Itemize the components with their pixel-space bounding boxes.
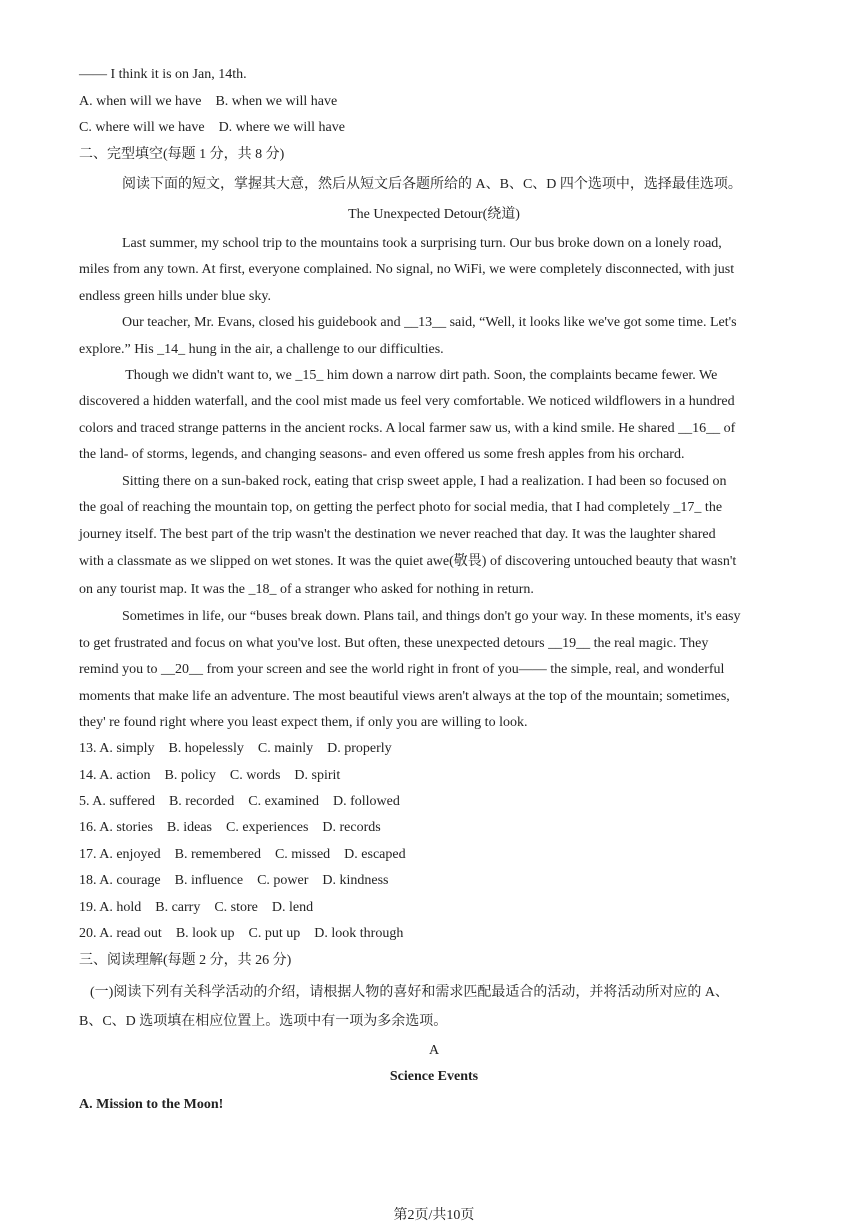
passage-line: moments that make life an adventure. The most beautiful views aren't always at the top of the mountain; sometimes, xyxy=(79,689,730,704)
passage-line: they' re found right where you least expect them, if only you are willing to look. xyxy=(79,715,528,730)
answer-line: —— I think it is on Jan, 14th. xyxy=(79,67,247,82)
passage-line: colors and traced strange patterns in the ancient rocks. A local farmer saw us, with a kind smile. He shared __16__ of xyxy=(79,421,736,436)
passage-line: to get frustrated and focus on what you've lost. But often, these unexpected detours __19__ the real magic. They xyxy=(79,636,709,651)
question-13: 13. A. simply B. hopelessly C. mainly D. properly xyxy=(79,741,392,756)
section3-instruction: (一)阅读下列有关科学活动的介绍，请根据人物的喜好和需求匹配最适合的活动，并将活动所对应的 A、 xyxy=(90,985,729,1000)
passage-line: the goal of reaching the mountain top, on getting the perfect photo for social media, that I had completely _17_ the xyxy=(79,500,723,515)
question-17: 17. A. enjoyed B. remembered C. missed D. escaped xyxy=(79,847,406,862)
item-a-title: A. Mission to the Moon! xyxy=(79,1097,224,1112)
passage-line: Sitting there on a sun-baked rock, eating that crisp sweet apple, I had a realization. I had been so focused on xyxy=(122,474,727,489)
section2-heading: 二、完型填空(每题 1 分，共 8 分) xyxy=(79,147,285,162)
passage-title-science-events: Science Events xyxy=(389,1069,479,1084)
question-20: 20. A. read out B. look up C. put up D. look through xyxy=(79,926,404,941)
options-ab: A. when will we have B. when we will have xyxy=(79,94,338,109)
section2-instruction: 阅读下面的短文，掌握其大意，然后从短文后各题所给的 A、B、C、D 四个选项中，选择最佳选项。 xyxy=(122,177,742,192)
passage-line: on any tourist map. It was the _18_ of a stranger who asked for nothing in return. xyxy=(79,582,534,597)
passage-line: journey itself. The best part of the trip wasn't the destination we never reached that day. It was the laughter shared xyxy=(79,527,716,542)
passage-line: the land- of storms, legends, and changing seasons- and even offered us some fresh apples from his orchard. xyxy=(79,447,685,462)
passage-title: The Unexpected Detour(绕道) xyxy=(348,207,520,222)
passage-line: with a classmate as we slipped on wet stones. It was the quiet awe(敬畏) of discovering untouched beauty that wasn't xyxy=(79,554,737,569)
passage-letter: A xyxy=(428,1043,440,1058)
passage-line: discovered a hidden waterfall, and the cool mist made us feel very comfortable. We noticed wildflowers in a hundred xyxy=(79,394,735,409)
question-16: 16. A. stories B. ideas C. experiences D. records xyxy=(79,820,381,835)
passage-line: remind you to __20__ from your screen and see the world right in front of you—— the simple, real, and wonderful xyxy=(79,662,725,677)
passage-line: endless green hills under blue sky. xyxy=(79,289,271,304)
question-18: 18. A. courage B. influence C. power D. kindness xyxy=(79,873,389,888)
section3-instruction-cont: B、C、D 选项填在相应位置上。选项中有一项为多余选项。 xyxy=(79,1014,448,1029)
passage-line: Though we didn't want to, we _15_ him down a narrow dirt path. Soon, the complaints became fewer. We xyxy=(122,368,718,383)
options-cd: C. where will we have D. where we will have xyxy=(79,120,345,135)
page-number: 第2页/共10页 xyxy=(393,1208,475,1223)
passage-line: Last summer, my school trip to the mountains took a surprising turn. Our bus broke down on a lonely road, xyxy=(122,236,722,251)
question-19: 19. A. hold B. carry C. store D. lend xyxy=(79,900,314,915)
question-15: 5. A. suffered B. recorded C. examined D. followed xyxy=(79,794,400,809)
passage-line: explore.” His _14_ hung in the air, a challenge to our difficulties. xyxy=(79,342,444,357)
passage-line: Sometimes in life, our “buses break down. Plans tail, and things don't go your way. In these moments, it's easy xyxy=(122,609,741,624)
section3-heading: 三、阅读理解(每题 2 分，共 26 分) xyxy=(79,953,292,968)
passage-line: Our teacher, Mr. Evans, closed his guidebook and __13__ said, “Well, it looks like we've got some time. Let's xyxy=(122,315,737,330)
question-14: 14. A. action B. policy C. words D. spirit xyxy=(79,768,341,783)
passage-line: miles from any town. At first, everyone complained. No signal, no WiFi, we were completely disconnected, with just xyxy=(79,262,735,277)
